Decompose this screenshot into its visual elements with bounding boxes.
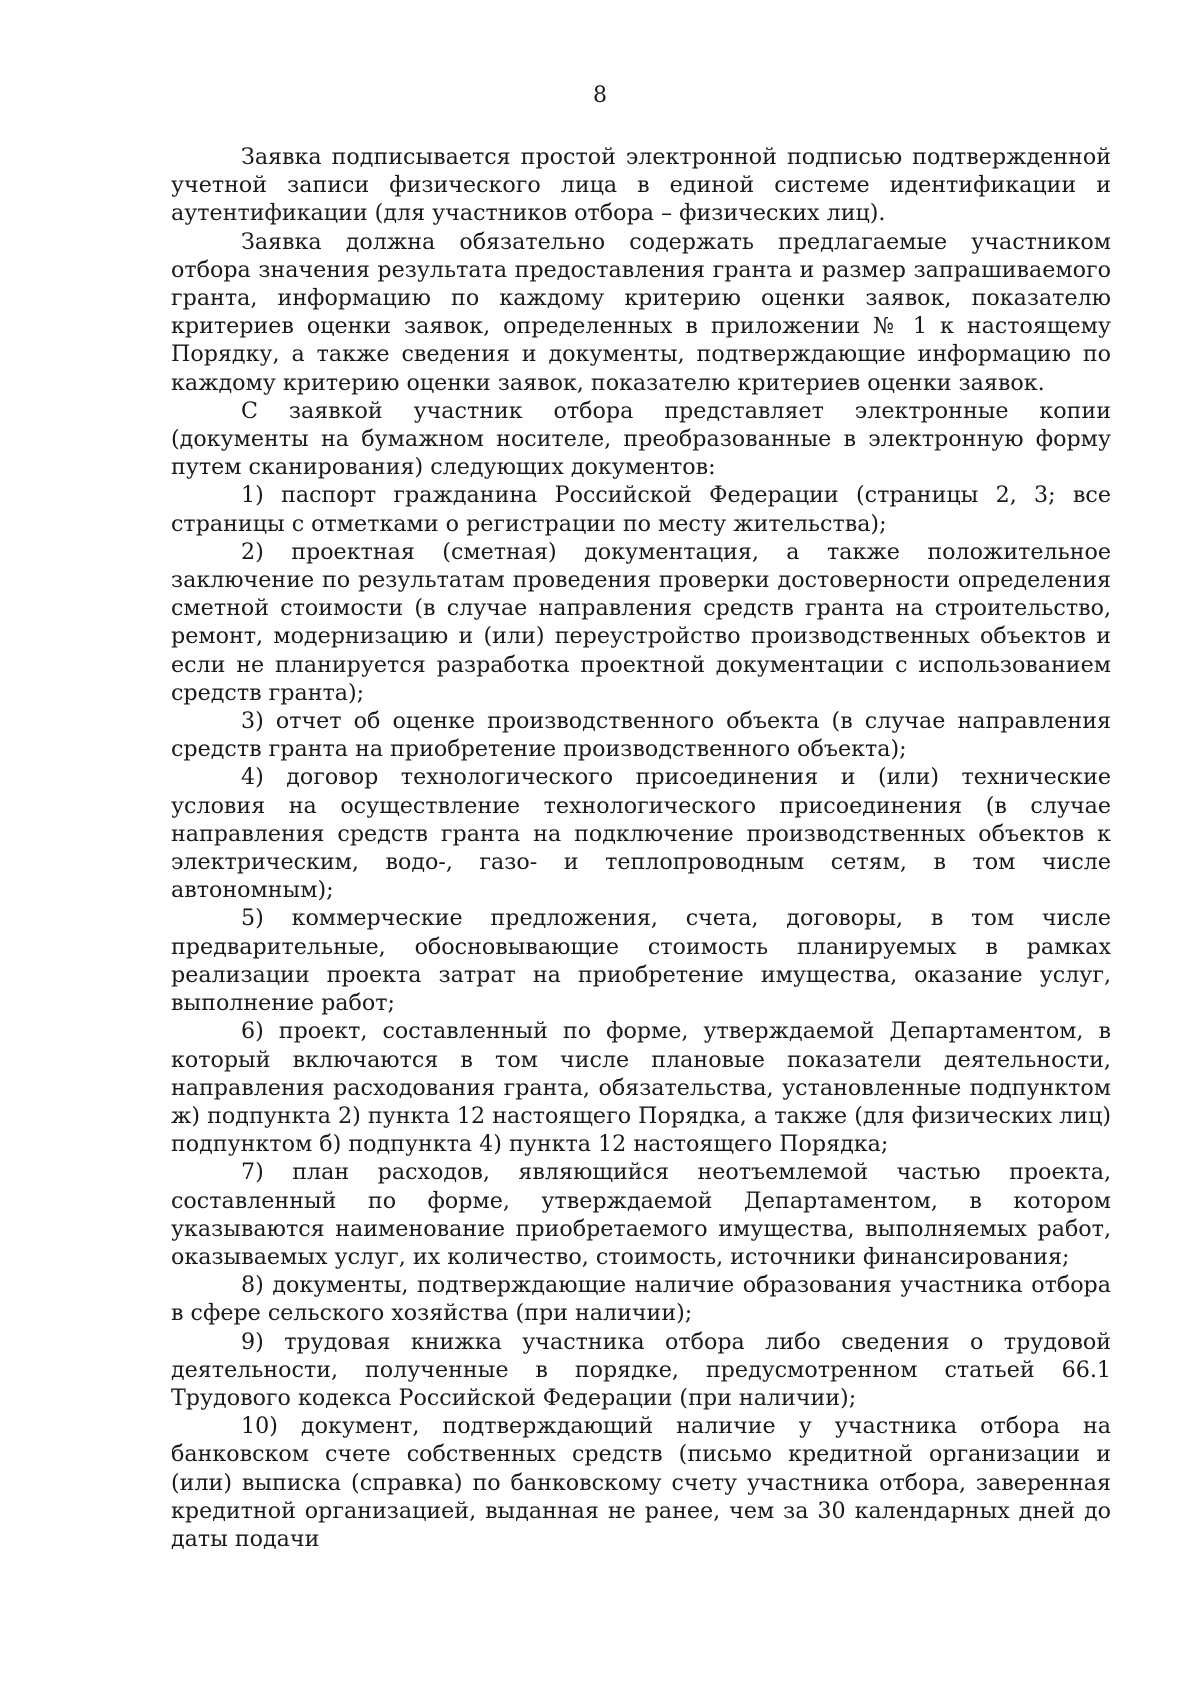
list-item-9: 9) трудовая книжка участника отбора либо сведения о трудовой деятельности, полученные в порядке, предусмотренном статьей 66.1 Трудового кодекса Российской Федерации (при наличии); xyxy=(171,1328,1111,1411)
list-item-8: 8) документы, подтверждающие наличие образования участника отбора в сфере сельского хозяйства (при наличии); xyxy=(171,1272,1111,1327)
paragraph-attached-copies: С заявкой участник отбора представляет электронные копии (документы на бумажном носителе, преобразованные в электронную форму путем сканирования) следующих документов: xyxy=(171,397,1111,481)
paragraph-application-content: Заявка должна обязательно содержать предлагаемые участником отбора значения результата предоставления гранта и размер запрашиваемого гранта, информацию по каждому критерию оценки заявок, показателю критериев оценки заявок, определенных в приложении № 1 к настоящему Порядку, а также сведения и документы, подтверждающие информацию по каждому критерию оценки заявок, показателю критериев оценки заявок. xyxy=(171,228,1111,396)
list-item-4: 4) договор технологического присоединения и (или) технические условия на осуществление технологического присоединения (в случае направления средств гранта на подключение производственных объектов к электрическим, водо-, газо- и теплопроводным сетям, в том числе автономным); xyxy=(171,764,1111,904)
list-item-2: 2) проектная (сметная) документация, а также положительное заключение по результатам проведения проверки достоверности определения сметной стоимости (в случае направления средств гранта на строительство, ремонт, модернизацию и (или) переустройство производственных объектов и если не планируется разработка проектной документации с использованием средств гранта); xyxy=(171,538,1111,706)
page-number: 8 xyxy=(593,83,607,108)
list-item-5: 5) коммерческие предложения, счета, договоры, в том числе предварительные, обосновывающие стоимость планируемых в рамках реализации проекта затрат на приобретение имущества, оказание услуг, выполнение работ; xyxy=(171,905,1111,1017)
list-item-1: 1) паспорт гражданина Российской Федерации (страницы 2, 3; все страницы с отметками о регистрации по месту жительства); xyxy=(171,482,1111,537)
list-item-6: 6) проект, составленный по форме, утверждаемой Департаментом, в который включаются в том числе плановые показатели деятельности, направления расходования гранта, обязательства, установленные подпунктом ж) подпункта 2) пункта 12 настоящего Порядка, а также (для физических лиц) подпунктом б) подпункта 4) пункта 12 настоящего Порядка; xyxy=(171,1018,1111,1158)
paragraph-signature: Заявка подписывается простой электронной подписью подтвержденной учетной записи физического лица в единой системе идентификации и аутентификации (для участников отбора – физических лиц). xyxy=(171,144,1111,227)
list-item-3: 3) отчет об оценке производственного объекта (в случае направления средств гранта на приобретение производственного объекта); xyxy=(171,708,1111,763)
document-body xyxy=(171,143,1111,1553)
list-item-10: 10) документ, подтверждающий наличие у участника отбора на банковском счете собственных средств (письмо кредитной организации и (или) выписка (справка) по банковскому счету участника отбора, заверенная кредитной организацией, выданная не ранее, чем за 30 календарных дней до даты подачи xyxy=(171,1413,1111,1552)
list-item-7: 7) план расходов, являющийся неотъемлемой частью проекта, составленный по форме, утверждаемой Департаментом, в котором указываются наименование приобретаемого имущества, выполняемых работ, оказываемых услуг, их количество, стоимость, источники финансирования; xyxy=(171,1159,1111,1270)
